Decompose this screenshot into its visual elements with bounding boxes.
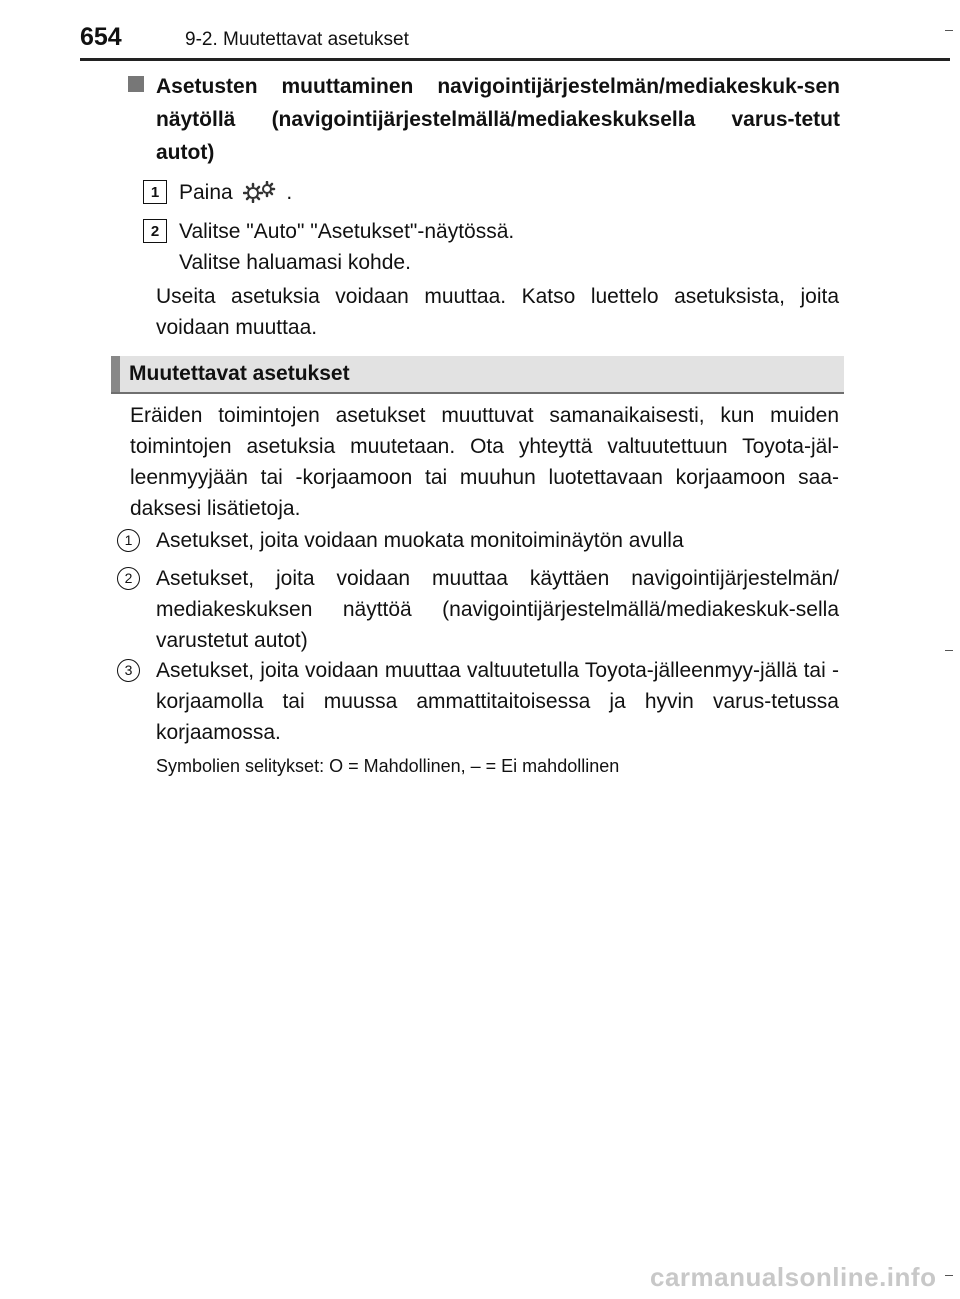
section-heading-text: Asetusten muuttaminen navigointijärjestelmän/mediakeskuk-sen näytöllä (navigointijärjestelmällä/mediakeskuksella varus-tetut autot) bbox=[156, 75, 840, 164]
list-item-text: Asetukset, joita voidaan muokata monitoiminäytön avulla bbox=[156, 529, 684, 552]
list-item-3 bbox=[117, 655, 839, 748]
heading-accent-bar bbox=[111, 356, 120, 392]
step-1-text: Paina bbox=[179, 181, 233, 204]
step-1-text-end: . bbox=[286, 181, 293, 204]
list-item-1 bbox=[117, 525, 839, 556]
circled-number: 2 bbox=[117, 567, 140, 590]
step-number: 2 bbox=[143, 219, 167, 243]
list-item-text: Asetukset, joita voidaan muuttaa valtuutetulla Toyota-jälleenmyy-jällä tai -korjaamolla tai muussa ammattitaitoisessa ja hyvin varus-tetussa korjaamossa. bbox=[156, 659, 839, 744]
settings-section-title: Muutettavat asetukset bbox=[129, 362, 350, 385]
settings-gear-icon bbox=[243, 181, 277, 203]
step-2-line-2: Valitse haluamasi kohde. bbox=[179, 251, 411, 274]
header-rule bbox=[80, 58, 950, 61]
intro-paragraph: Useita asetuksia voidaan muuttaa. Katso luettelo asetuksista, joita voidaan muuttaa. bbox=[156, 285, 839, 339]
list-item-text: Asetukset, joita voidaan muuttaa käyttäen navigointijärjestelmän/ mediakeskuksen näyttöä (navigointijärjestelmällä/mediakeskuk-sella varustetut autot) bbox=[156, 567, 839, 652]
page-header bbox=[80, 22, 880, 56]
symbol-legend-note: Symbolien selitykset: O = Mahdollinen, – = Ei mahdollinen bbox=[156, 756, 620, 776]
circled-number: 3 bbox=[117, 659, 140, 682]
margin-tick bbox=[945, 650, 953, 651]
list-item-2 bbox=[117, 563, 839, 656]
step-2 bbox=[143, 216, 840, 278]
page-number: 654 bbox=[80, 23, 122, 51]
settings-section-heading bbox=[111, 356, 844, 394]
circled-number: 1 bbox=[117, 529, 140, 552]
step-2-line-1: Valitse "Auto" "Asetukset"-näytössä. bbox=[179, 220, 515, 243]
chapter-title: 9-2. Muutettavat asetukset bbox=[185, 29, 409, 50]
margin-tick bbox=[945, 1275, 953, 1276]
square-bullet-icon bbox=[128, 76, 144, 92]
step-number: 1 bbox=[143, 180, 167, 204]
margin-tick bbox=[945, 30, 953, 31]
watermark: carmanualsonline.info bbox=[650, 1262, 937, 1292]
step-1 bbox=[143, 177, 840, 208]
section-heading bbox=[128, 70, 840, 169]
body-paragraph: Eräiden toimintojen asetukset muuttuvat samanaikaisesti, kun muiden toimintojen asetuksia muutetaan. Ota yhteyttä valtuutettuun Toyota-jäl-leenmyyjään tai -korjaamoon tai muuhun luotettavaan korjaamoon saa-daksesi lisätietoja. bbox=[130, 404, 839, 520]
